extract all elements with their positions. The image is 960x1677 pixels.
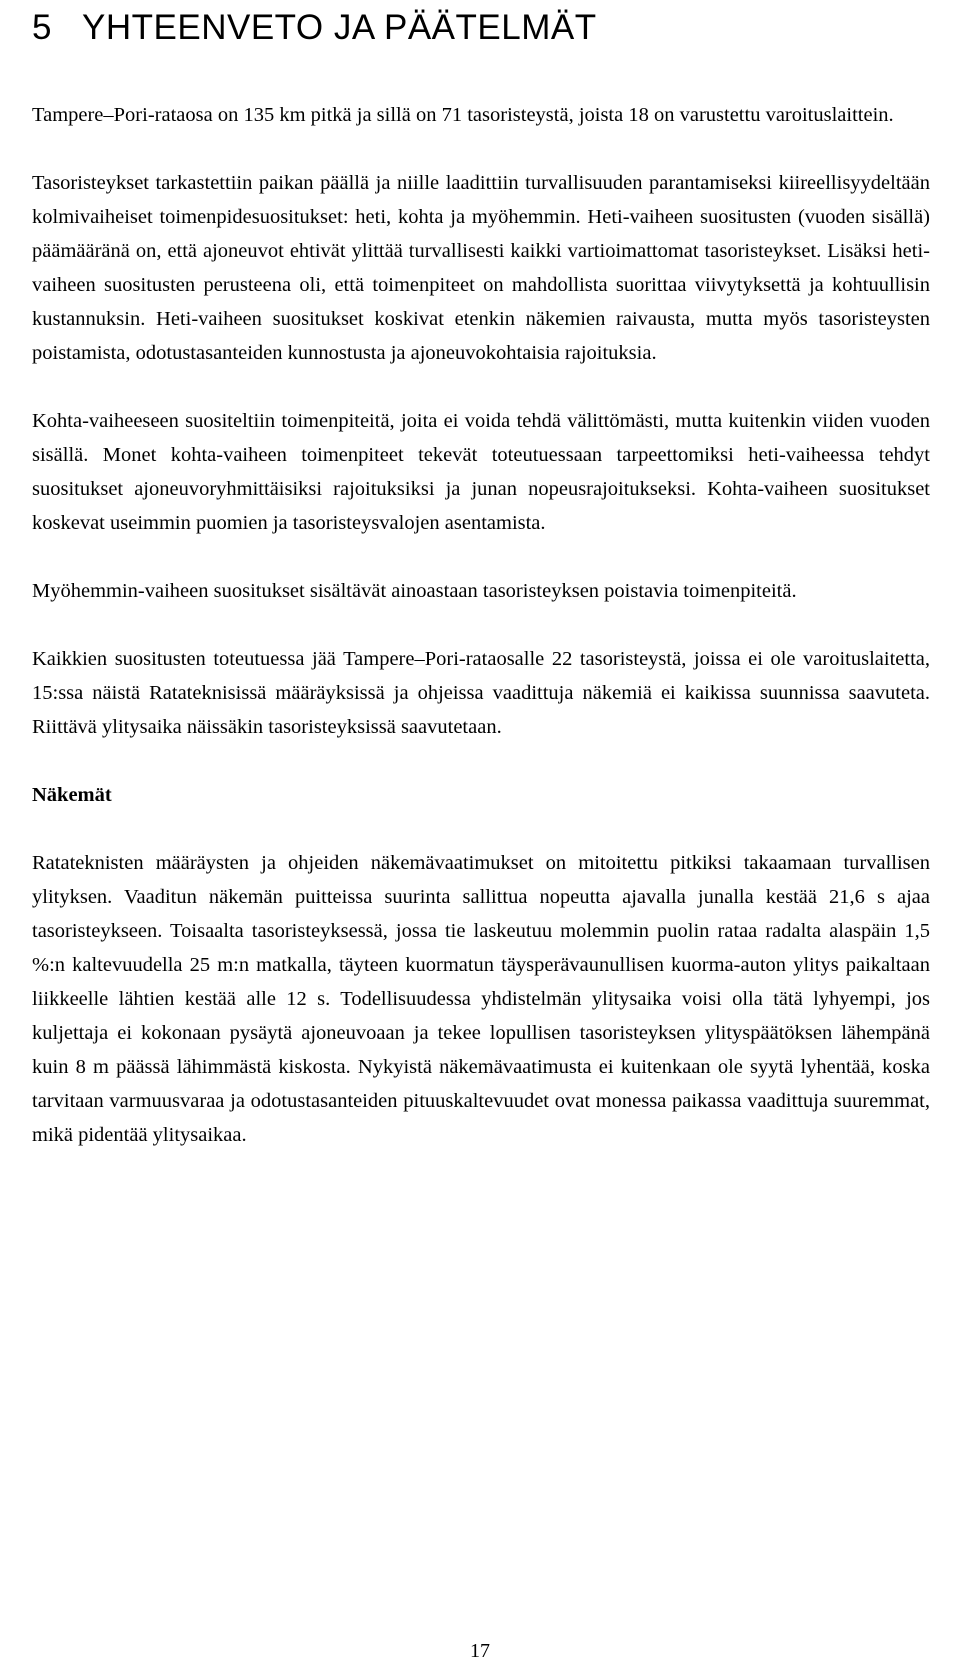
body-paragraph: Myöhemmin-vaiheen suositukset sisältävät ainoastaan tasoristeyksen poistavia toimenpiteitä. (32, 580, 797, 602)
body-paragraph: Tampere–Pori-rataosa on 135 km pitkä ja sillä on 71 tasoristeystä, joista 18 on varustettu varoituslaittein. (32, 104, 894, 126)
chapter-title: 5 YHTEENVETO JA PÄÄTELMÄT (32, 8, 597, 47)
section-heading: Näkemät (32, 784, 112, 806)
document-page (32, 0, 930, 1152)
body-paragraph: Kaikkien suositusten toteutuessa jää Tampere–Pori-rataosalle 22 tasoristeystä, joissa ei ole varoituslaitetta, 15:ssa näistä Ratateknisissä määräyksissä ja ohjeissa vaadittuja näkemiä ei kaikissa suunnissa saavuteta. Riittävä ylitysaika näissäkin tasoristeyksissä saavutetaan. (32, 648, 930, 738)
page-number: 17 (470, 1640, 490, 1662)
section-paragraph: Ratateknisten määräysten ja ohjeiden näkemävaatimukset on mitoitettu pitkiksi takaamaan turvallisen ylityksen. Vaaditun näkemän puitteissa suurinta sallittua nopeutta ajavalla junalla kestää 21,6 s ajaa tasoristeykseen. Toisaalta tasoristeyksessä, jossa tie laskeutuu molemmin puolin rataa radalta alaspäin 1,5 %:n kaltevuudella 25 m:n matkalla, täyteen kuormatun täysperävaunullisen kuorma-auton ylitys paikaltaan liikkeelle lähtien kestää alle 12 s. Todellisuudessa yhdistelmän ylitysaika voisi olla tätä lyhyempi, jos kuljettaja ei kokonaan pysäytä ajoneuvoaan ja tekee lopullisen tasoristeyksen ylityspäätöksen lähempänä kuin 8 m päässä lähimmästä kiskosta. Nykyistä näkemävaatimusta ei kuitenkaan ole syytä lyhentää, koska tarvitaan varmuusvaraa ja odotustasanteiden pituuskaltevuudet ovat monessa paikassa vaadittuja suuremmat, mikä pidentää ylitysaikaa. (32, 852, 930, 1146)
body-paragraph: Tasoristeykset tarkastettiin paikan päällä ja niille laadittiin turvallisuuden parantamiseksi kiireellisyydeltään kolmivaiheiset toimenpidesuositukset: heti, kohta ja myöhemmin. Heti-vaiheen suositusten (vuoden sisällä) päämääränä on, että ajoneuvot ehtivät ylittää turvallisesti kaikki vartioimattomat tasoristeykset. Lisäksi heti-vaiheen suositusten perusteena oli, että toimenpiteet on mahdollista suorittaa viivytyksettä ja kohtuullisin kustannuksin. Heti-vaiheen suositukset koskivat etenkin näkemien raivausta, mutta myös tasoristeysten poistamista, odotustasanteiden kunnostusta ja ajoneuvokohtaisia rajoituksia. (32, 172, 930, 364)
body-paragraph: Kohta-vaiheeseen suositeltiin toimenpiteitä, joita ei voida tehdä välittömästi, mutta kuitenkin viiden vuoden sisällä. Monet kohta-vaiheen toimenpiteet tekevät toteutuessaan tarpeettomiksi heti-vaiheessa tehdyt suositukset ajoneuvoryhmittäisiksi rajoituksiksi ja junan nopeusrajoitukseksi. Kohta-vaiheen suositukset koskevat useimmin puomien ja tasoristeysvalojen asentamista. (32, 410, 930, 534)
